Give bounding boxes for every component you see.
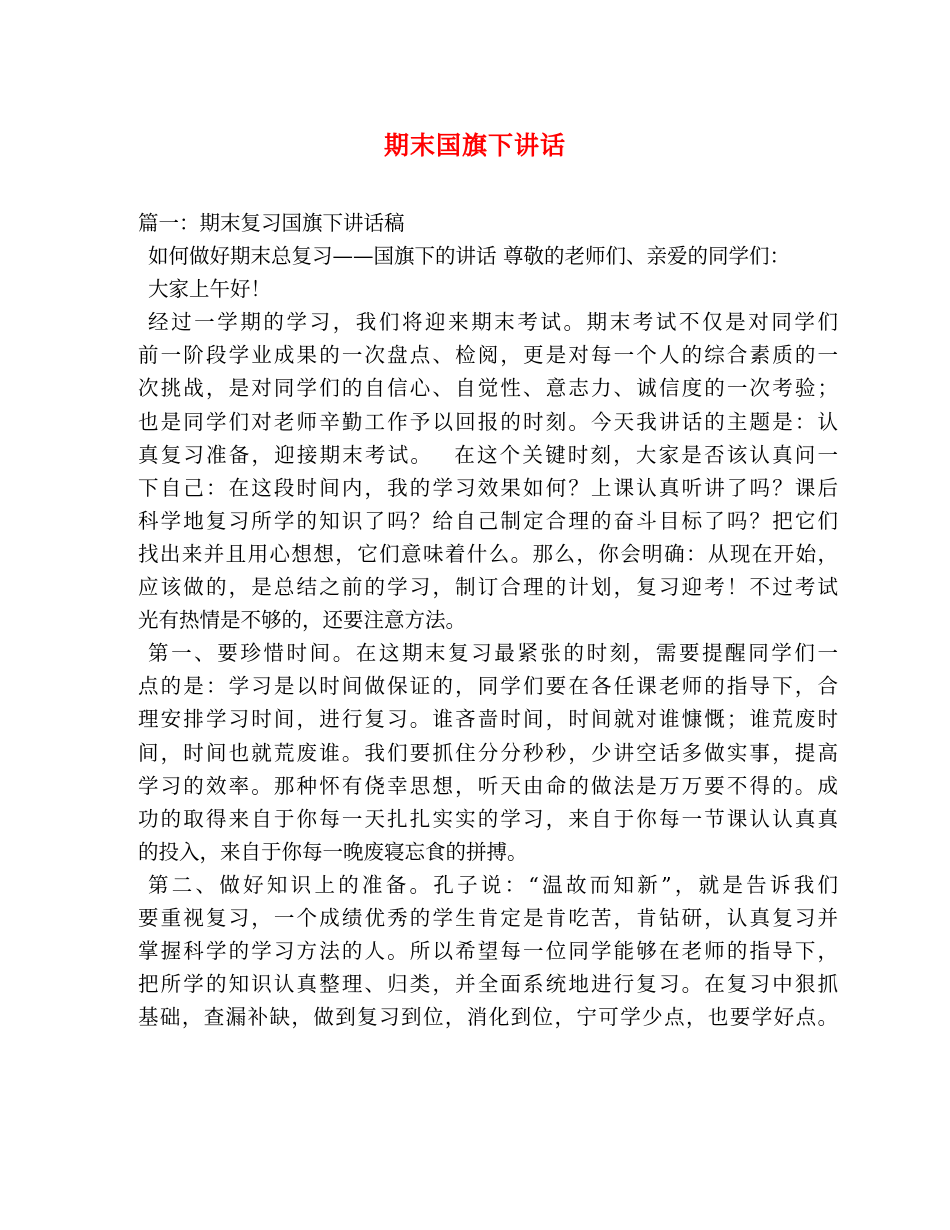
paragraph-line: 掌握科学的学习方法的人。所以希望每一位同学能够在老师的指导下， — [138, 939, 838, 964]
paragraph-line: 学习的效率。那种怀有侥幸思想，听天由命的做法是万万要不得的。成 — [138, 773, 838, 798]
paragraph-line: 第二、做好知识上的准备。孔子说：“温故而知新”，就是告诉我们 — [148, 872, 838, 897]
paragraph-line: 光有热情是不够的，还要注意方法。 — [138, 608, 466, 633]
paragraph-line: 也是同学们对老师辛勤工作予以回报的时刻。今天我讲话的主题是：认 — [138, 409, 838, 434]
paragraph-line: 找出来并且用心想想，它们意味着什么。那么，你会明确：从现在开始， — [138, 541, 838, 566]
document-body — [138, 207, 838, 1034]
paragraph-line: 科学地复习所学的知识了吗？给自己制定合理的奋斗目标了吗？把它们 — [138, 508, 838, 533]
paragraph-line: 要重视复习，一个成绩优秀的学生肯定是肯吃苦，肯钻研，认真复习并 — [138, 905, 838, 930]
paragraph-line: 真复习准备，迎接期末考试。 在这个关键时刻，大家是否该认真问一 — [138, 442, 838, 467]
paragraph-line: 经过一学期的学习，我们将迎来期末考试。期末考试不仅是对同学们 — [148, 310, 838, 335]
section-heading: 篇一：期末复习国旗下讲话稿 — [138, 211, 405, 235]
paragraph-line: 大家上午好！ — [148, 277, 271, 302]
paragraph-line: 点的是：学习是以时间做保证的，同学们要在各任课老师的指导下，合 — [138, 674, 838, 699]
paragraph-line: 理安排学习时间，进行复习。谁吝啬时间，时间就对谁慷慨；谁荒废时 — [138, 707, 838, 732]
paragraph-line: 把所学的知识认真整理、归类，并全面系统地进行复习。在复习中狠抓 — [138, 972, 838, 997]
paragraph-line: 基础，查漏补缺，做到复习到位，消化到位，宁可学少点，也要学好点。 — [138, 1005, 838, 1030]
paragraph-line: 如何做好期末总复习——国旗下的讲话 尊敬的老师们、亲爱的同学们： — [148, 244, 791, 269]
paragraph-line: 次挑战，是对同学们的自信心、自觉性、意志力、诚信度的一次考验； — [138, 376, 838, 401]
paragraph-line: 的投入，来自于你每一晚废寝忘食的拼搏。 — [138, 839, 528, 864]
document-title: 期末国旗下讲话 — [383, 131, 566, 160]
paragraph-line: 下自己：在这段时间内，我的学习效果如何？上课认真听讲了吗？课后 — [138, 475, 838, 500]
paragraph-line: 间，时间也就荒废谁。我们要抓住分分秒秒，少讲空话多做实事，提高 — [138, 740, 838, 765]
paragraph-line: 前一阶段学业成果的一次盘点、检阅，更是对每一个人的综合素质的一 — [138, 343, 838, 368]
paragraph-line: 功的取得来自于你每一天扎扎实实的学习，来自于你每一节课认认真真 — [138, 806, 838, 831]
paragraph-line: 第一、要珍惜时间。在这期末复习最紧张的时刻，需要提醒同学们一 — [148, 641, 838, 666]
paragraph-line: 应该做的，是总结之前的学习，制订合理的计划，复习迎考！不过考试 — [138, 575, 838, 600]
